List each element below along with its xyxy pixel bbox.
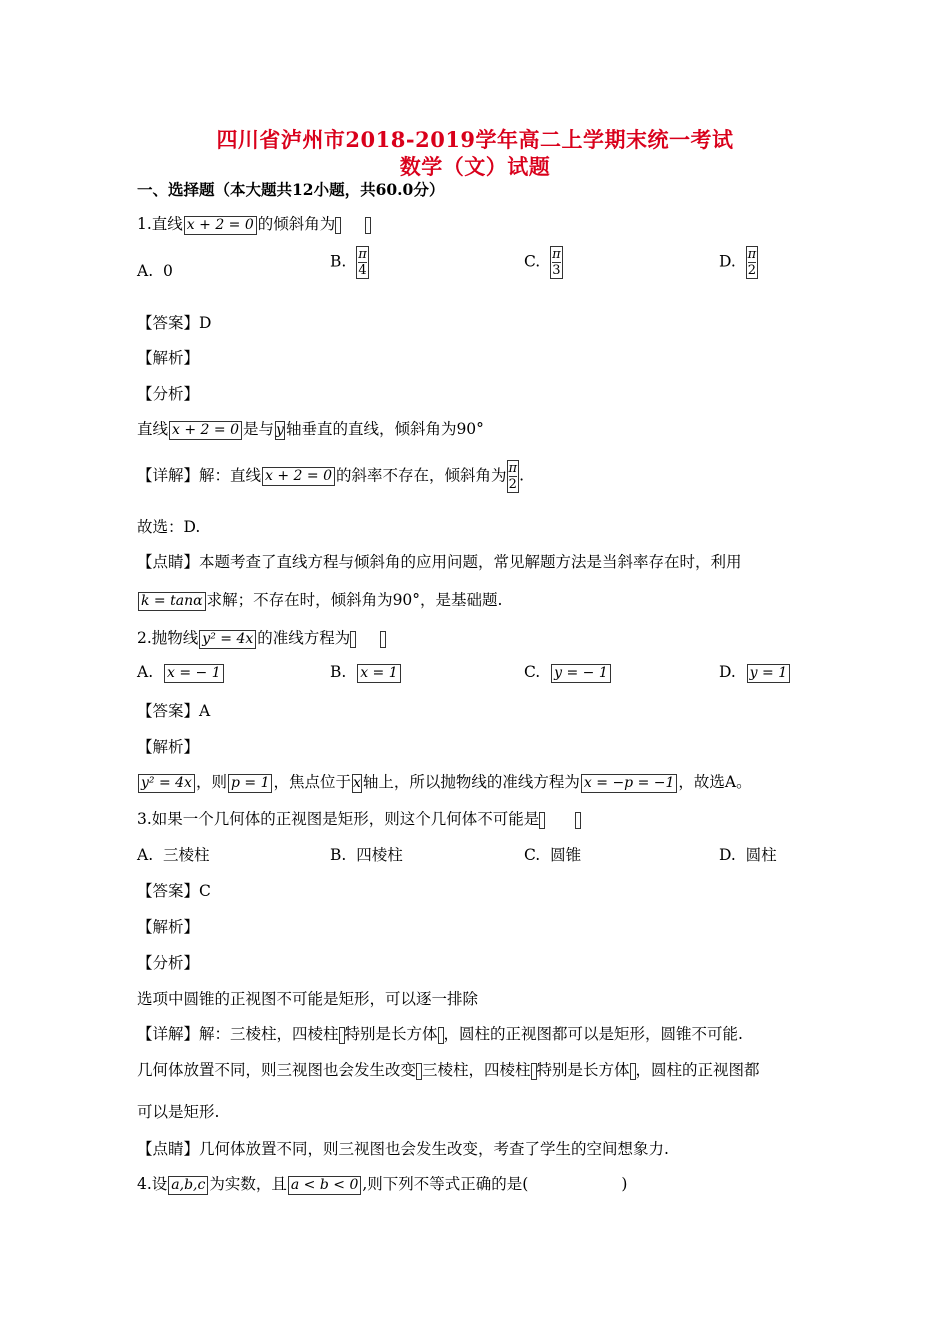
math-formula: x + 2 = 0 — [262, 467, 335, 486]
question-1-answer: 【答案】D — [137, 314, 212, 332]
math-formula: p = 1 — [228, 774, 273, 793]
math-formula: k = tanα — [138, 592, 206, 611]
question-1-option-c: C. $\frac{\pi}{3}$ — [524, 247, 561, 278]
paren-placeholder — [380, 631, 386, 648]
math-formula: x = −p = −1 — [581, 774, 678, 793]
question-3-option-a: A. 三棱柱 — [137, 846, 210, 864]
paren-placeholder — [335, 217, 341, 234]
math-formula: y² = 4x — [199, 630, 256, 649]
paren-placeholder — [539, 812, 545, 829]
question-3-detail-line2: 几何体放置不同，则三视图也会发生改变 三棱柱，四棱柱 特别是长方体 ，圆柱的正视图都 — [137, 1061, 760, 1079]
document-subtitle: 数学（文）试题 — [399, 154, 551, 179]
question-1-option-b: B. $\frac{\pi}{4}$ — [330, 247, 367, 278]
question-3-analysis: 选项中圆锥的正视图不可能是矩形，可以逐一排除 — [137, 990, 479, 1008]
math-formula: x + 2 = 0 — [184, 216, 257, 235]
section-heading: 一、选择题（本大题共12小题，共60.0分） — [137, 180, 445, 199]
question-1-option-d: D. $\frac{\pi}{2}$ — [719, 247, 757, 278]
question-1-stem: 1.直线 x + 2 = 0 的倾斜角为 — [137, 212, 371, 235]
question-3-fenxi: 【分析】 — [137, 954, 200, 972]
question-3-detail-line1: 【详解】解：三棱柱，四棱柱 特别是长方体 ，圆柱的正视图都可以是矩形，圆锥不可能. — [137, 1025, 743, 1043]
question-1-analysis: 直线 x + 2 = 0 是与 y 轴垂直的直线，倾斜角为90° — [137, 420, 484, 438]
question-1-dianjing: 【点睛】本题考查了直线方程与倾斜角的应用问题，常见解题方法是当斜率存在时，利用 — [137, 553, 742, 571]
question-2-answer: 【答案】A — [137, 702, 211, 720]
math-formula: y = 1 — [747, 664, 790, 683]
math-variable: y — [276, 421, 284, 438]
fraction: $\frac{\pi}{4}$ — [358, 247, 367, 278]
question-3-detail-line3: 可以是矩形. — [137, 1103, 220, 1121]
question-1-choose: 故选：D. — [137, 518, 201, 536]
question-1-jiexi: 【解析】 — [137, 349, 200, 367]
question-1-fenxi: 【分析】 — [137, 385, 200, 403]
fraction: $\frac{\pi}{2}$ — [747, 247, 757, 278]
paren-placeholder — [350, 631, 356, 648]
question-2-option-c: C. y = − 1 — [524, 663, 612, 683]
fraction: $\frac{\pi}{3}$ — [552, 247, 561, 278]
document-title: 四川省泸州市2018-2019学年高二上学期末统一考试 — [216, 127, 734, 152]
math-formula: x = − 1 — [164, 664, 224, 683]
question-2-analysis: y² = 4x ，则 p = 1 ，焦点位于 x 轴上，所以抛物线的准线方程为 x = −p = −1 ，故选A。 — [137, 770, 752, 793]
question-2-option-d: D. y = 1 — [719, 663, 791, 683]
question-3-option-b: B. 四棱柱 — [330, 846, 403, 864]
math-formula: x + 2 = 0 — [169, 421, 242, 440]
question-3-dianjing: 【点睛】几何体放置不同，则三视图也会发生改变，考查了学生的空间想象力. — [137, 1140, 669, 1158]
question-3-jiexi: 【解析】 — [137, 918, 200, 936]
math-formula: a < b < 0 — [288, 1176, 361, 1195]
question-3-stem: 3.如果一个几何体的正视图是矩形，则这个几何体不可能是 — [137, 807, 581, 829]
fraction: $\frac{\pi}{2}$ — [508, 461, 518, 492]
math-formula: y² = 4x — [138, 774, 195, 793]
question-1-detail: 【详解】解：直线 x + 2 = 0 的斜率不存在，倾斜角为 $\frac{\pi}{2}$ . — [137, 461, 524, 492]
paren-placeholder — [575, 812, 581, 829]
math-formula: y = − 1 — [551, 664, 611, 683]
question-2-jiexi: 【解析】 — [137, 738, 200, 756]
question-1-option-a: A. 0 — [137, 262, 173, 280]
question-1-dianjing-cont: k = tanα 求解；不存在时，倾斜角为90°，是基础题. — [137, 588, 502, 611]
math-formula: a,b,c — [168, 1176, 208, 1195]
math-formula: x = 1 — [357, 664, 400, 683]
paren-placeholder — [365, 217, 371, 234]
question-3-option-c: C. 圆锥 — [524, 846, 582, 864]
question-4-stem: 4.设 a,b,c 为实数，且 a < b < 0 ,则下列不等式正确的是( ) — [137, 1175, 628, 1193]
question-2-option-b: B. x = 1 — [330, 663, 402, 683]
question-3-option-d: D. 圆柱 — [719, 846, 777, 864]
question-2-option-a: A. x = − 1 — [137, 663, 225, 683]
question-2-stem: 2.抛物线 y² = 4x 的准线方程为 — [137, 626, 386, 649]
question-3-answer: 【答案】C — [137, 882, 211, 900]
math-variable: x — [353, 774, 361, 791]
